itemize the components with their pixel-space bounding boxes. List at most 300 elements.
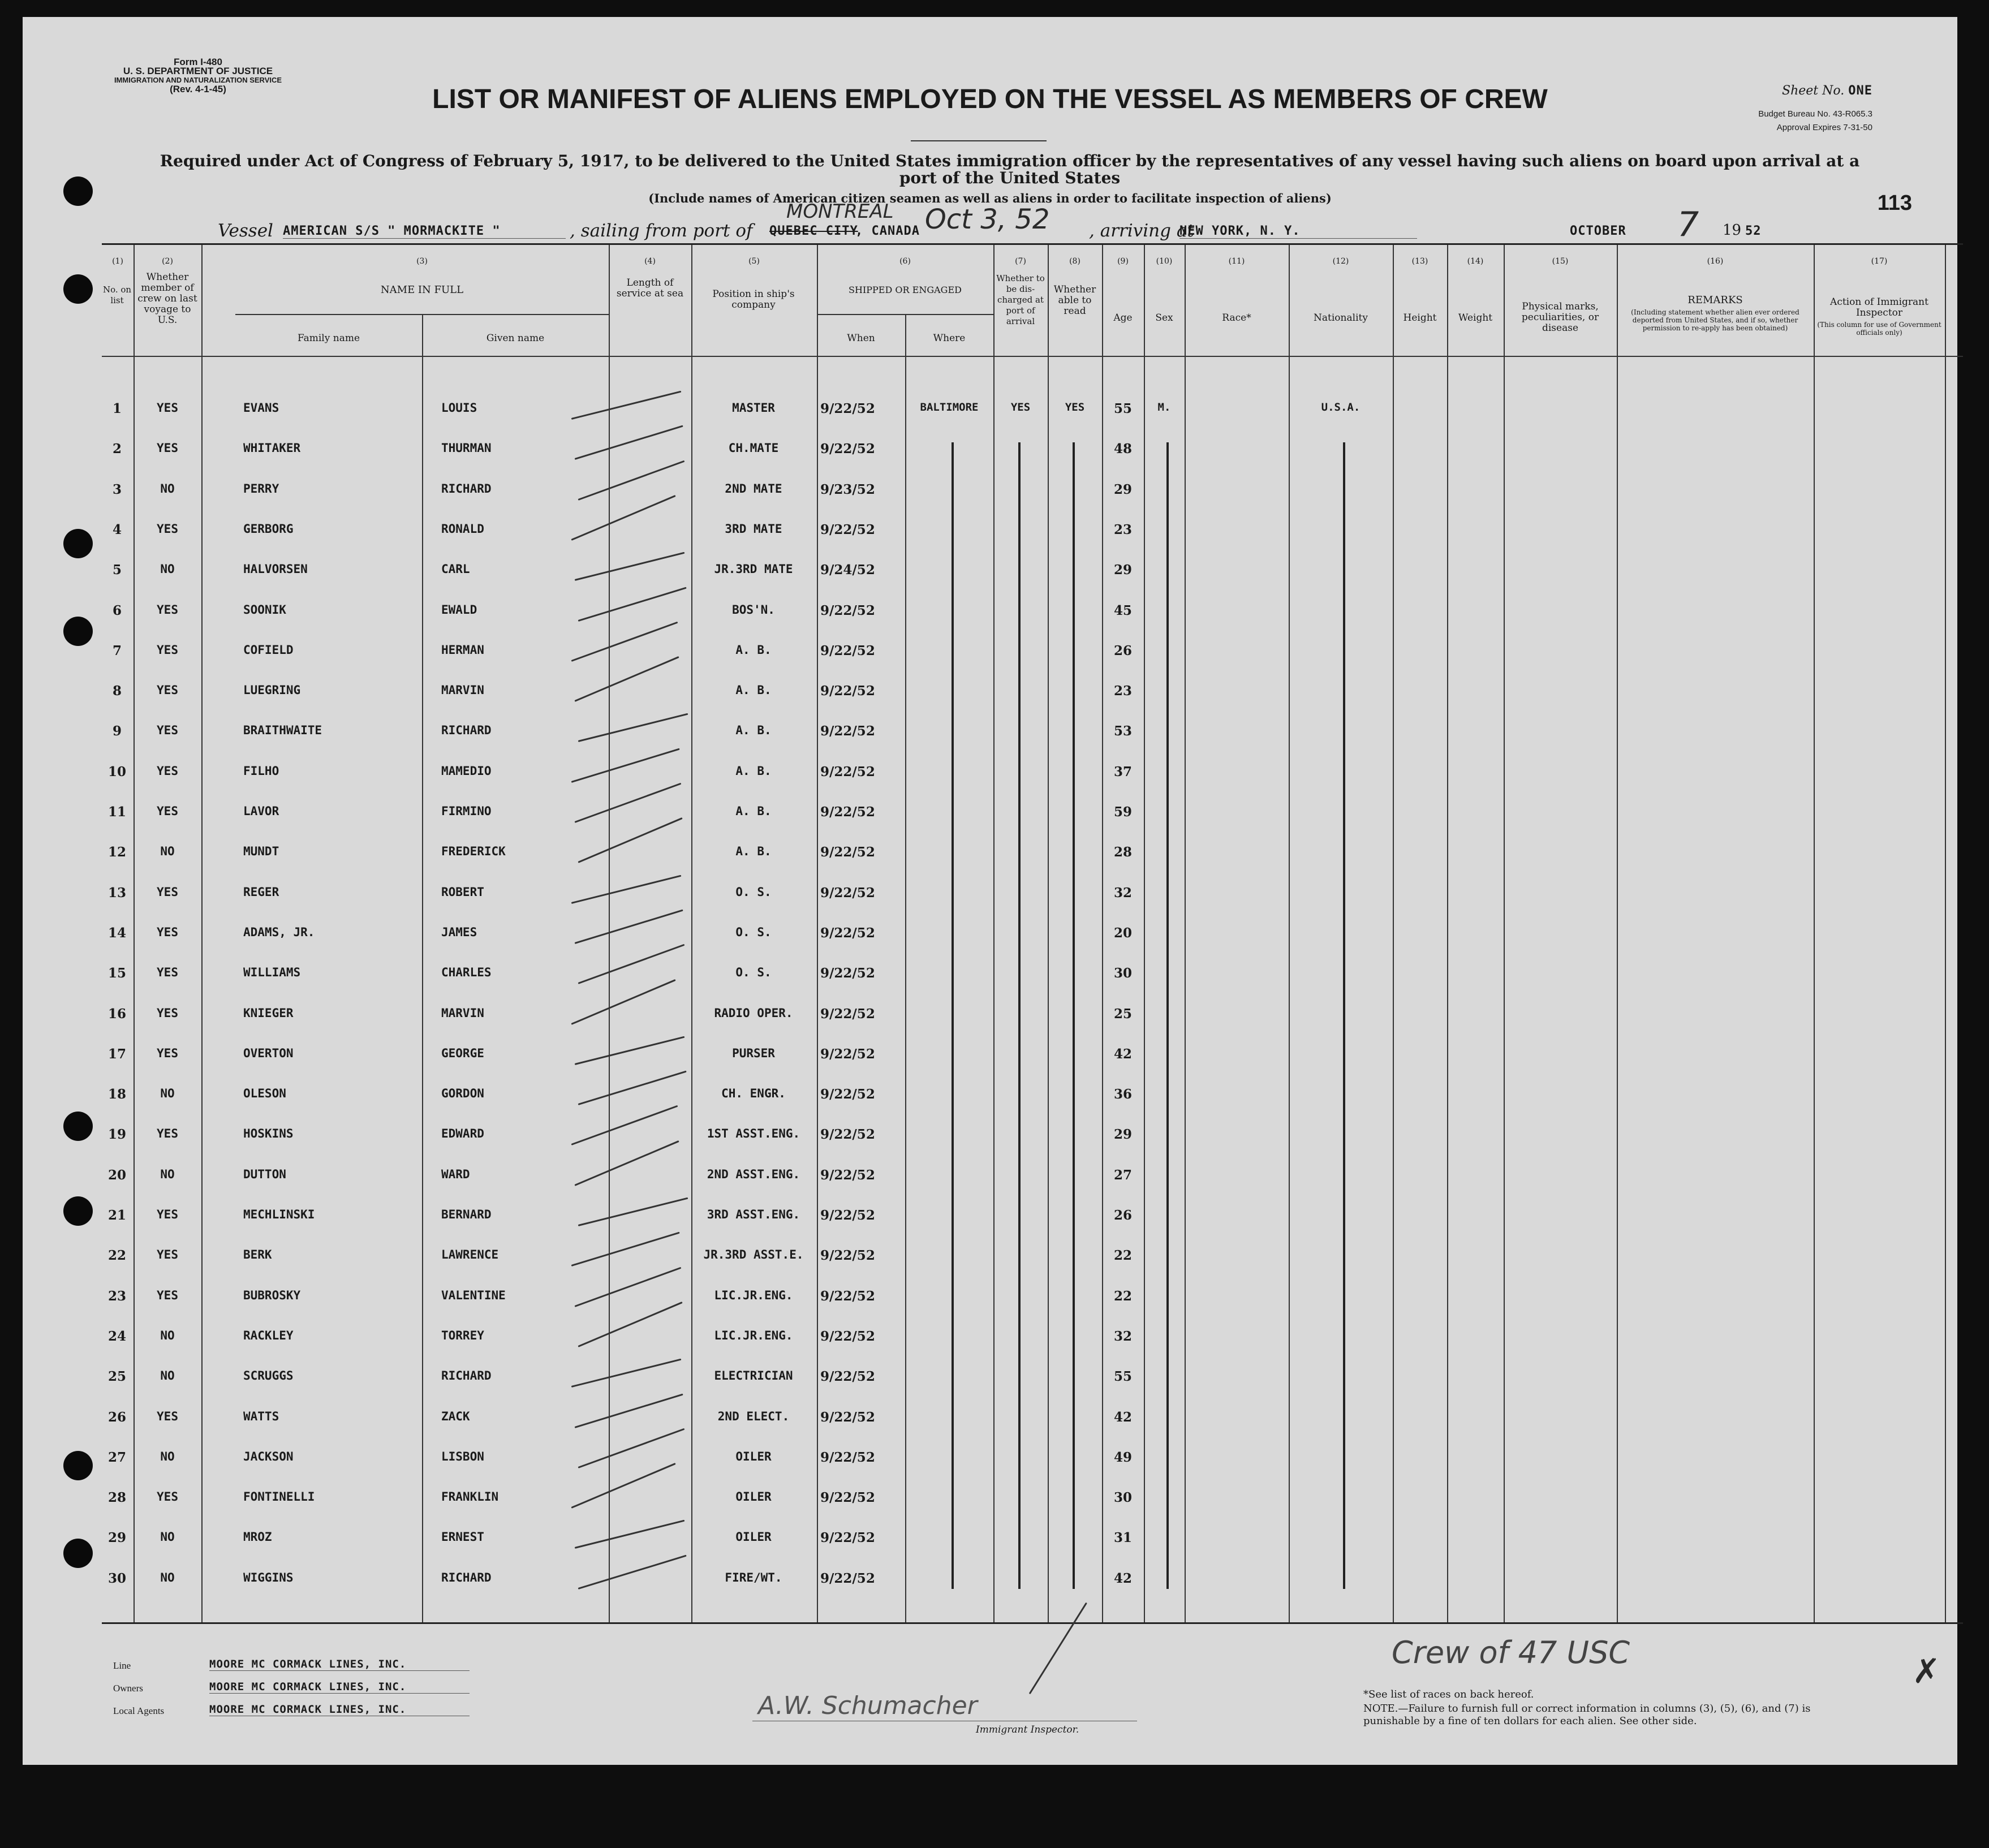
length-slash-mark bbox=[571, 1105, 678, 1145]
cell-position: JR.3RD MATE bbox=[714, 562, 793, 576]
cell-when: 9/22/52 bbox=[820, 1006, 875, 1022]
column-rule bbox=[1504, 245, 1505, 1622]
cell-position: A. B. bbox=[735, 764, 772, 778]
cell-prior: YES bbox=[157, 885, 178, 899]
cell-given: GORDON bbox=[441, 1087, 484, 1101]
cell-given: RONALD bbox=[441, 522, 484, 536]
column-number: (6) bbox=[899, 257, 911, 266]
cell-family: WATTS bbox=[243, 1409, 279, 1423]
column-rule bbox=[1144, 245, 1145, 1622]
column-number: (3) bbox=[416, 257, 428, 266]
cell-position: OILER bbox=[735, 1449, 772, 1463]
sailing-label: , sailing from port of bbox=[570, 221, 753, 241]
column-rule bbox=[905, 314, 906, 1622]
cell-family: RACKLEY bbox=[243, 1328, 294, 1342]
vessel-line bbox=[218, 200, 1802, 244]
line-field bbox=[113, 1660, 566, 1672]
col-length-service: Length of service at sea bbox=[616, 277, 684, 299]
column-number: (4) bbox=[644, 257, 656, 266]
page-number: 113 bbox=[1877, 191, 1912, 215]
cell-given: ROBERT bbox=[441, 885, 484, 899]
cell-no: 10 bbox=[107, 764, 126, 779]
col-discharged: Whether to be dis- charged at port of arrival bbox=[996, 273, 1045, 326]
length-slash-mark bbox=[571, 979, 675, 1024]
cell-given: VALENTINE bbox=[441, 1288, 506, 1302]
cell-prior: NO bbox=[160, 1570, 175, 1584]
cell-when: 9/22/52 bbox=[820, 1208, 875, 1223]
cell-prior: YES bbox=[157, 966, 178, 980]
cell-age: 22 bbox=[1113, 1288, 1132, 1304]
ditto-line bbox=[1166, 442, 1169, 1588]
cell-position: A. B. bbox=[735, 643, 772, 657]
cell-no: 4 bbox=[112, 522, 122, 537]
cell-when: 9/22/52 bbox=[820, 441, 875, 457]
first-row-discharged: YES bbox=[1010, 401, 1031, 413]
cell-no: 2 bbox=[112, 441, 122, 457]
column-rule bbox=[1048, 245, 1049, 1622]
cell-given: EWALD bbox=[441, 602, 477, 617]
cell-prior: NO bbox=[160, 1449, 175, 1463]
cell-no: 18 bbox=[107, 1087, 126, 1102]
cell-age: 49 bbox=[1113, 1449, 1132, 1465]
subheader-divider bbox=[235, 314, 609, 315]
inspector-pen-stroke bbox=[1029, 1603, 1087, 1695]
cell-when: 9/22/52 bbox=[820, 1087, 875, 1102]
cell-position: A. B. bbox=[735, 845, 772, 859]
service-name: IMMIGRATION AND NATURALIZATION SERVICE bbox=[114, 76, 282, 84]
cell-family: BRAITHWAITE bbox=[243, 723, 322, 738]
cell-position: A. B. bbox=[735, 804, 772, 818]
cell-when: 9/22/52 bbox=[820, 643, 875, 658]
column-number: (10) bbox=[1156, 257, 1173, 266]
cell-prior: YES bbox=[157, 441, 178, 455]
sheet-label: Sheet No. bbox=[1782, 84, 1845, 98]
cell-given: MAMEDIO bbox=[441, 764, 492, 778]
column-rule bbox=[1814, 245, 1815, 1622]
cell-when: 9/22/52 bbox=[820, 1369, 875, 1385]
include-note: (Include names of American citizen seamen as well as aliens in order to facilitate inspection of aliens) bbox=[648, 191, 1332, 205]
cell-age: 29 bbox=[1113, 481, 1132, 497]
header-divider bbox=[102, 356, 1963, 357]
year-suffix: 52 bbox=[1745, 224, 1762, 238]
arrival-day: 7 bbox=[1677, 205, 1699, 244]
cell-given: EDWARD bbox=[441, 1127, 484, 1141]
port-struck-out: QUEBEC CITY bbox=[769, 224, 858, 238]
length-slash-mark bbox=[578, 460, 684, 500]
cell-age: 29 bbox=[1113, 1127, 1132, 1143]
arrival-month: OCTOBER bbox=[1570, 224, 1626, 238]
cell-prior: YES bbox=[157, 1006, 178, 1020]
col-able-read: Whether able to read bbox=[1053, 284, 1096, 317]
binder-hole bbox=[63, 1539, 93, 1568]
column-rule bbox=[1289, 245, 1290, 1622]
col-when: When bbox=[847, 333, 875, 344]
cell-given: LOUIS bbox=[441, 401, 477, 415]
column-number: (9) bbox=[1117, 257, 1129, 266]
cell-when: 9/22/52 bbox=[820, 1570, 875, 1586]
cell-prior: NO bbox=[160, 481, 175, 496]
cell-no: 12 bbox=[107, 845, 126, 860]
col-where: Where bbox=[933, 333, 966, 344]
column-number: (5) bbox=[748, 257, 760, 266]
cell-age: 37 bbox=[1113, 764, 1132, 779]
cell-prior: YES bbox=[157, 643, 178, 657]
col-position: Position in ship's company bbox=[712, 288, 795, 311]
cell-when: 9/22/52 bbox=[820, 764, 875, 779]
cell-age: 31 bbox=[1113, 1530, 1132, 1546]
cell-family: COFIELD bbox=[243, 643, 294, 657]
cell-family: MECHLINSKI bbox=[243, 1208, 315, 1221]
column-rule bbox=[422, 314, 423, 1622]
cell-family: PERRY bbox=[243, 481, 279, 496]
cell-when: 9/22/52 bbox=[820, 966, 875, 981]
cell-given: MARVIN bbox=[441, 683, 484, 697]
first-row-sex: M. bbox=[1157, 401, 1171, 413]
column-rule bbox=[1447, 245, 1448, 1622]
col-nationality: Nationality bbox=[1314, 312, 1368, 324]
cell-prior: YES bbox=[157, 401, 178, 415]
manifest-sheet bbox=[23, 17, 1957, 1765]
binder-hole bbox=[63, 1451, 93, 1480]
department-name: U. S. DEPARTMENT OF JUSTICE bbox=[123, 66, 273, 76]
cell-when: 9/22/52 bbox=[820, 1449, 875, 1465]
length-slash-mark bbox=[574, 783, 681, 823]
revision: (Rev. 4-1-45) bbox=[170, 84, 226, 94]
binder-hole bbox=[63, 1112, 93, 1141]
col-sex: Sex bbox=[1155, 312, 1173, 324]
cell-family: WIGGINS bbox=[243, 1570, 294, 1584]
owners-value: MOORE MC CORMACK LINES, INC. bbox=[209, 1681, 470, 1694]
column-rule bbox=[1617, 245, 1618, 1622]
cell-position: A. B. bbox=[735, 723, 772, 738]
cell-family: FILHO bbox=[243, 764, 279, 778]
cell-age: 32 bbox=[1113, 1328, 1132, 1344]
ditto-line bbox=[1018, 442, 1021, 1588]
cell-no: 28 bbox=[107, 1490, 126, 1506]
length-slash-mark bbox=[578, 944, 684, 984]
cell-age: 36 bbox=[1113, 1087, 1132, 1102]
cell-when: 9/22/52 bbox=[820, 1288, 875, 1304]
cell-family: HALVORSEN bbox=[243, 562, 308, 576]
cell-age: 45 bbox=[1113, 602, 1132, 618]
cell-no: 9 bbox=[112, 723, 122, 739]
cell-position: O. S. bbox=[735, 925, 772, 939]
col-physical: Physical marks, peculiarities, or disease bbox=[1521, 301, 1599, 334]
cell-age: 25 bbox=[1113, 1006, 1132, 1022]
cell-age: 55 bbox=[1113, 401, 1132, 416]
cell-position: LIC.JR.ENG. bbox=[714, 1288, 793, 1302]
cell-no: 6 bbox=[112, 602, 122, 618]
cell-no: 17 bbox=[107, 1046, 126, 1062]
cell-when: 9/22/52 bbox=[820, 1530, 875, 1546]
cell-position: CH. ENGR. bbox=[721, 1087, 786, 1101]
cell-prior: NO bbox=[160, 562, 175, 576]
cell-no: 29 bbox=[107, 1530, 126, 1546]
cell-age: 42 bbox=[1113, 1046, 1132, 1062]
cell-family: WILLIAMS bbox=[243, 966, 301, 980]
cell-prior: NO bbox=[160, 1328, 175, 1342]
cell-no: 14 bbox=[107, 925, 126, 941]
column-number: (8) bbox=[1069, 257, 1080, 266]
col-weight: Weight bbox=[1458, 312, 1493, 324]
cell-prior: NO bbox=[160, 1369, 175, 1383]
cell-when: 9/22/52 bbox=[820, 522, 875, 537]
agents-field bbox=[113, 1705, 566, 1717]
initials-mark: ✗ bbox=[1912, 1652, 1941, 1691]
cell-position: 3RD MATE bbox=[725, 522, 782, 536]
cell-prior: YES bbox=[157, 925, 178, 939]
cell-no: 27 bbox=[107, 1449, 126, 1465]
vessel-label: Vessel bbox=[218, 221, 273, 241]
owners-field bbox=[113, 1683, 566, 1694]
cell-when: 9/22/52 bbox=[820, 925, 875, 941]
column-rule bbox=[817, 245, 818, 1622]
budget-info bbox=[1758, 107, 1872, 135]
column-number: (2) bbox=[162, 257, 173, 266]
ditto-line bbox=[1073, 442, 1075, 1588]
cell-when: 9/23/52 bbox=[820, 481, 875, 497]
cell-no: 8 bbox=[112, 683, 122, 699]
cell-position: LIC.JR.ENG. bbox=[714, 1328, 793, 1342]
col-name-in-full: NAME IN FULL bbox=[380, 284, 464, 296]
column-rule bbox=[1393, 245, 1394, 1622]
cell-age: 55 bbox=[1113, 1369, 1132, 1385]
cell-given: RICHARD bbox=[441, 723, 492, 738]
cell-prior: YES bbox=[157, 1248, 178, 1262]
cell-when: 9/22/52 bbox=[820, 1328, 875, 1344]
cell-age: 53 bbox=[1113, 723, 1132, 739]
cell-when: 9/22/52 bbox=[820, 1127, 875, 1143]
cell-no: 23 bbox=[107, 1288, 126, 1304]
cell-no: 25 bbox=[107, 1369, 126, 1385]
sheet-value: ONE bbox=[1848, 84, 1872, 98]
cell-given: JAMES bbox=[441, 925, 477, 939]
cell-when: 9/22/52 bbox=[820, 683, 875, 699]
col-height: Height bbox=[1403, 312, 1437, 324]
cell-position: 3RD ASST.ENG. bbox=[707, 1208, 800, 1221]
cell-prior: YES bbox=[157, 522, 178, 536]
cell-family: WHITAKER bbox=[243, 441, 301, 455]
cell-age: 42 bbox=[1113, 1409, 1132, 1425]
cell-prior: YES bbox=[157, 1288, 178, 1302]
binder-hole bbox=[63, 617, 93, 646]
cell-age: 23 bbox=[1113, 522, 1132, 537]
cell-when: 9/22/52 bbox=[820, 1046, 875, 1062]
binder-hole bbox=[63, 1196, 93, 1226]
cell-given: THURMAN bbox=[441, 441, 492, 455]
col-action-note: (This column for use of Government officials only) bbox=[1817, 321, 1941, 337]
col-age: Age bbox=[1113, 312, 1133, 324]
col-shipped: SHIPPED OR ENGAGED bbox=[849, 285, 962, 295]
cell-given: WARD bbox=[441, 1167, 470, 1181]
col-action: Action of Immigrant Inspector bbox=[1830, 296, 1928, 318]
cell-position: ELECTRICIAN bbox=[714, 1369, 793, 1383]
penalty-note: NOTE.—Failure to furnish full or correct information in columns (3), (5), (6), and (7) is punishable by a fine of ten dollars for each alien. See other side. bbox=[1363, 1703, 1811, 1727]
cell-family: MROZ bbox=[243, 1530, 272, 1544]
cell-given: ERNEST bbox=[441, 1530, 484, 1544]
cell-when: 9/22/52 bbox=[820, 845, 875, 860]
column-number: (7) bbox=[1015, 257, 1026, 266]
cell-given: RICHARD bbox=[441, 1369, 492, 1383]
column-rule bbox=[201, 245, 203, 1622]
cell-no: 20 bbox=[107, 1167, 126, 1183]
crew-count-note: Crew of 47 USC bbox=[1392, 1635, 1630, 1670]
cell-family: DUTTON bbox=[243, 1167, 286, 1181]
sailing-date-handwritten: Oct 3, 52 bbox=[925, 204, 1050, 235]
cell-family: FONTINELLI bbox=[243, 1490, 315, 1504]
cell-family: JACKSON bbox=[243, 1449, 294, 1463]
column-number: (13) bbox=[1411, 257, 1428, 266]
cell-family: BUBROSKY bbox=[243, 1288, 301, 1302]
cell-family: LAVOR bbox=[243, 804, 279, 818]
cell-when: 9/22/52 bbox=[820, 401, 875, 416]
cell-family: EVANS bbox=[243, 401, 279, 415]
cell-family: ADAMS, JR. bbox=[243, 925, 315, 939]
approval-expiry: Approval Expires 7-31-50 bbox=[1776, 123, 1872, 132]
cell-given: TORREY bbox=[441, 1328, 484, 1342]
binder-hole bbox=[63, 274, 93, 304]
col-given-name: Given name bbox=[486, 333, 545, 344]
cell-no: 5 bbox=[112, 562, 122, 578]
cell-family: LUEGRING bbox=[243, 683, 301, 697]
ditto-line bbox=[1343, 442, 1345, 1588]
cell-when: 9/22/52 bbox=[820, 723, 875, 739]
arriving-label: , arriving at bbox=[1089, 221, 1194, 241]
col-prior-member: Whether member of crew on last voyage to U.S. bbox=[137, 272, 197, 326]
cell-age: 42 bbox=[1113, 1570, 1132, 1586]
cell-prior: YES bbox=[157, 764, 178, 778]
binder-hole bbox=[63, 529, 93, 558]
cell-given: ZACK bbox=[441, 1409, 470, 1423]
cell-when: 9/24/52 bbox=[820, 562, 875, 578]
length-slash-mark bbox=[578, 817, 682, 863]
cell-no: 1 bbox=[112, 401, 122, 416]
col-remarks: REMARKS bbox=[1687, 294, 1743, 306]
cell-age: 28 bbox=[1113, 845, 1132, 860]
length-slash-mark bbox=[578, 1302, 682, 1347]
owners-label: Owners bbox=[113, 1683, 143, 1694]
cell-given: FREDERICK bbox=[441, 845, 506, 859]
cell-when: 9/22/52 bbox=[820, 804, 875, 820]
length-slash-mark bbox=[571, 495, 675, 541]
cell-no: 22 bbox=[107, 1248, 126, 1264]
cell-prior: NO bbox=[160, 1530, 175, 1544]
ditto-line bbox=[952, 442, 954, 1588]
cell-age: 22 bbox=[1113, 1248, 1132, 1264]
subheader-divider bbox=[817, 314, 993, 315]
cell-when: 9/22/52 bbox=[820, 1248, 875, 1264]
cell-prior: NO bbox=[160, 1167, 175, 1181]
cell-position: O. S. bbox=[735, 885, 772, 899]
cell-family: HOSKINS bbox=[243, 1127, 294, 1141]
cell-position: O. S. bbox=[735, 966, 772, 980]
cell-age: 23 bbox=[1113, 683, 1132, 699]
cell-no: 30 bbox=[107, 1570, 126, 1586]
cell-given: RICHARD bbox=[441, 1570, 492, 1584]
first-row-where: BALTIMORE bbox=[920, 401, 979, 413]
cell-prior: YES bbox=[157, 1208, 178, 1221]
cell-no: 16 bbox=[107, 1006, 126, 1022]
length-slash-mark bbox=[571, 1463, 675, 1509]
cell-no: 21 bbox=[107, 1208, 126, 1223]
cell-when: 9/22/52 bbox=[820, 1490, 875, 1506]
cell-given: RICHARD bbox=[441, 481, 492, 496]
column-rule bbox=[993, 245, 995, 1622]
cell-prior: YES bbox=[157, 723, 178, 738]
cell-no: 24 bbox=[107, 1328, 126, 1344]
cell-position: A. B. bbox=[735, 683, 772, 697]
cell-no: 15 bbox=[107, 966, 126, 981]
port-handwritten: MONTREAL bbox=[786, 200, 894, 223]
crew-table bbox=[102, 243, 1963, 1624]
inspector-signature: A.W. Schumacher bbox=[758, 1691, 978, 1720]
col-remarks-note: (Including statement whether alien ever ordered deported from United States, and if so, whether permission to re-apply has been obtained) bbox=[1631, 308, 1799, 332]
cell-position: 2ND ELECT. bbox=[717, 1409, 790, 1423]
length-slash-mark bbox=[574, 1140, 679, 1186]
column-number: (16) bbox=[1707, 257, 1724, 266]
length-slash-mark bbox=[571, 621, 678, 661]
column-number: (17) bbox=[1871, 257, 1888, 266]
cell-position: 1ST ASST.ENG. bbox=[707, 1127, 800, 1141]
cell-position: CH.MATE bbox=[728, 441, 779, 455]
cell-when: 9/22/52 bbox=[820, 1409, 875, 1425]
cell-age: 27 bbox=[1113, 1167, 1132, 1183]
column-number: (15) bbox=[1552, 257, 1569, 266]
column-rule bbox=[1945, 245, 1946, 1622]
cell-age: 20 bbox=[1113, 925, 1132, 941]
cell-when: 9/22/52 bbox=[820, 1167, 875, 1183]
column-number: (12) bbox=[1332, 257, 1349, 266]
cell-given: BERNARD bbox=[441, 1208, 492, 1221]
col-family-name: Family name bbox=[297, 333, 360, 344]
cell-age: 48 bbox=[1113, 441, 1132, 457]
cell-family: GERBORG bbox=[243, 522, 294, 536]
cell-family: REGER bbox=[243, 885, 279, 899]
races-note: *See list of races on back hereof. bbox=[1363, 1688, 1534, 1700]
cell-prior: YES bbox=[157, 1409, 178, 1423]
cell-prior: NO bbox=[160, 845, 175, 859]
port-country: , CANADA bbox=[855, 224, 920, 238]
cell-prior: NO bbox=[160, 1087, 175, 1101]
cell-no: 13 bbox=[107, 885, 126, 901]
cell-position: OILER bbox=[735, 1490, 772, 1504]
cell-position: MASTER bbox=[732, 401, 775, 415]
cell-given: LAWRENCE bbox=[441, 1248, 499, 1262]
cell-prior: YES bbox=[157, 1490, 178, 1504]
cell-position: PURSER bbox=[732, 1046, 775, 1060]
cell-given: GEORGE bbox=[441, 1046, 484, 1060]
column-number: (14) bbox=[1467, 257, 1484, 266]
cell-given: LISBON bbox=[441, 1449, 484, 1463]
first-row-able_read: YES bbox=[1065, 401, 1085, 413]
line-label: Line bbox=[113, 1660, 131, 1671]
col-no-on-list: No. on list bbox=[102, 285, 132, 305]
cell-given: HERMAN bbox=[441, 643, 484, 657]
cell-position: 2ND MATE bbox=[725, 481, 782, 496]
cell-position: OILER bbox=[735, 1530, 772, 1544]
cell-position: FIRE/WT. bbox=[725, 1570, 782, 1584]
length-slash-mark bbox=[578, 1428, 684, 1468]
cell-when: 9/22/52 bbox=[820, 885, 875, 901]
cell-given: MARVIN bbox=[441, 1006, 484, 1020]
cell-no: 7 bbox=[112, 643, 122, 658]
title-underline bbox=[911, 140, 1047, 141]
length-slash-mark bbox=[574, 1267, 681, 1307]
vessel-name: AMERICAN S/S " MORMACKITE " bbox=[283, 224, 566, 239]
sheet-number bbox=[1782, 84, 1872, 98]
cell-age: 30 bbox=[1113, 1490, 1132, 1506]
cell-no: 11 bbox=[107, 804, 126, 820]
